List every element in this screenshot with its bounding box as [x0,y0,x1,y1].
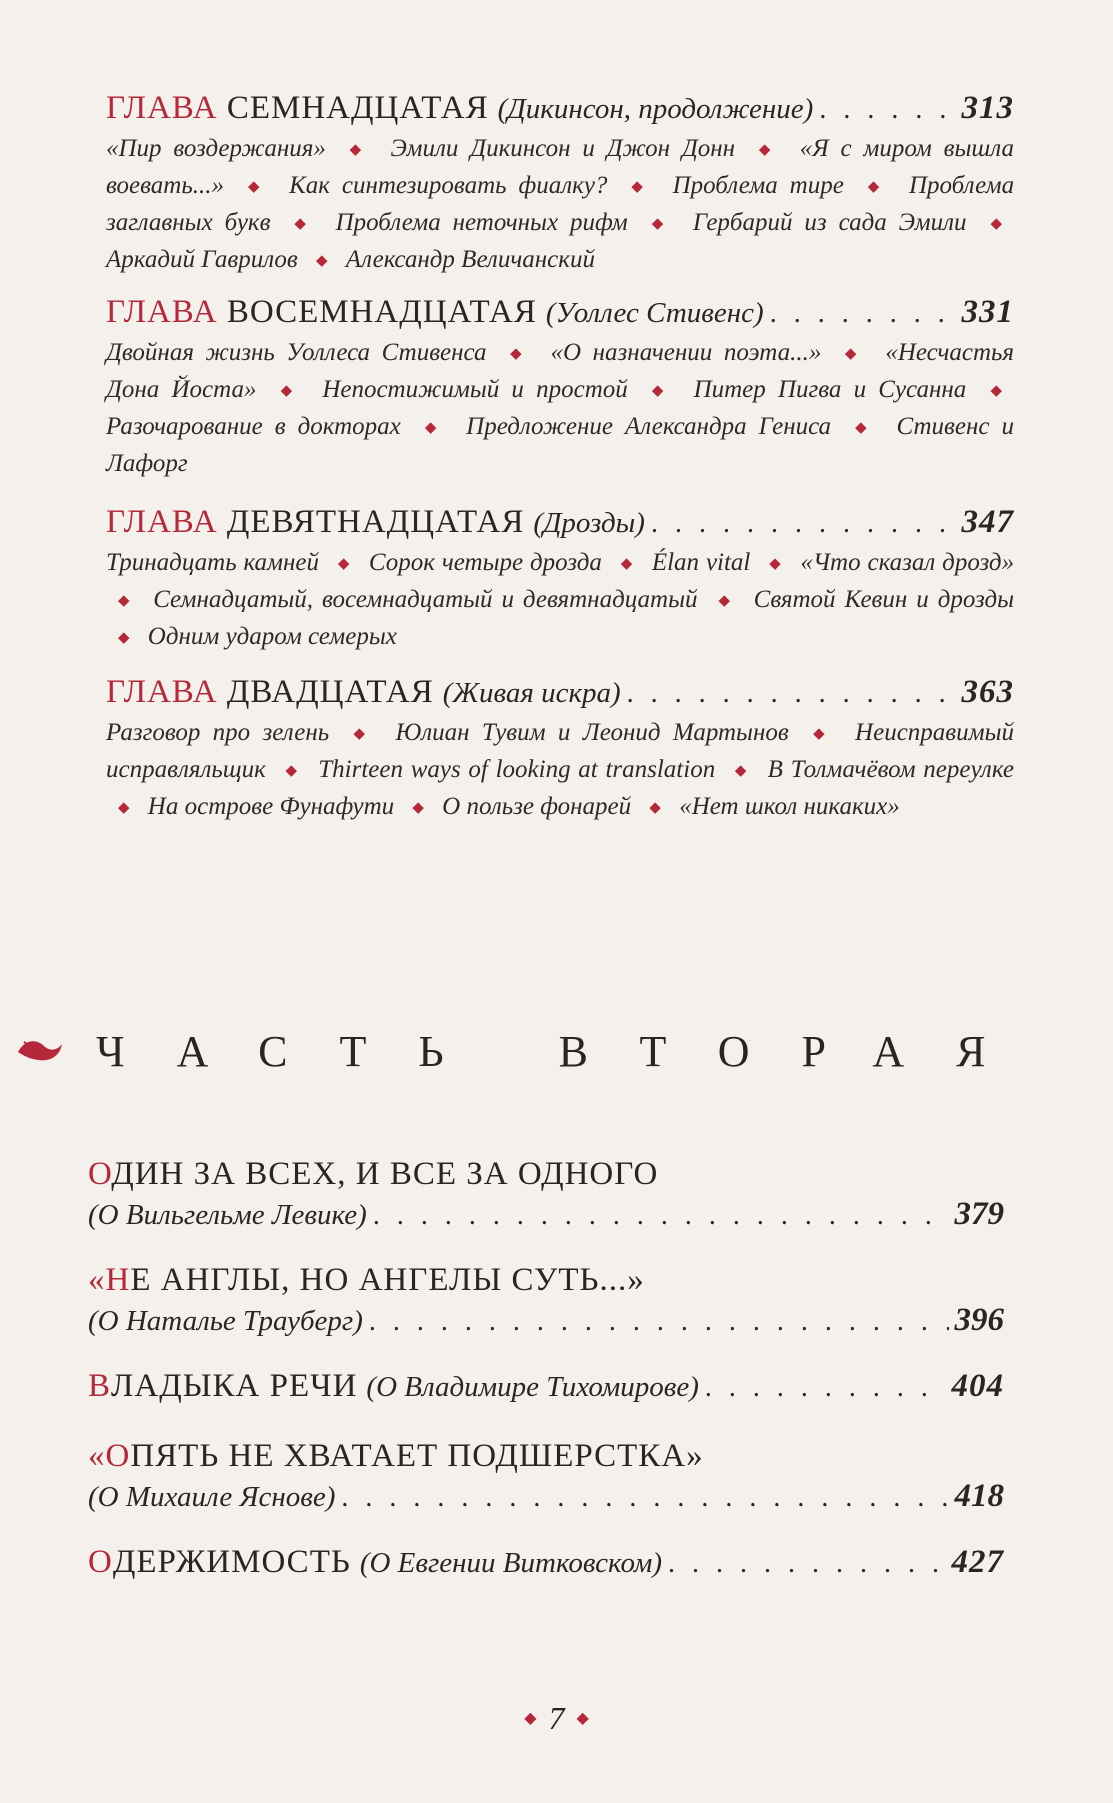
topic-item: Аркадий Гаврилов [106,246,298,273]
essay-title-initial: «О [88,1438,131,1474]
page-ref: 313 [961,90,1014,126]
diamond-bullet-icon: ◆ [855,420,873,436]
topic-list [106,132,1014,280]
chapter-17 [106,88,1014,280]
topic-item: Проблема заглавных букв [106,172,1015,236]
topic-item: «Я с миром вышла воевать...» [106,135,1014,199]
essay-entry [88,1542,1004,1584]
topic-item: Разговор про зелень [106,719,330,746]
essay-subtitle-row [88,1194,1004,1236]
diamond-bullet-icon: ◆ [285,763,299,779]
essay-subtitle: (О Наталье Трауберг) [88,1305,363,1337]
essay-subtitle: (О Владимире Тихомирове) [366,1371,699,1403]
essay-title-row [88,1366,1004,1408]
essay-entry [88,1436,1004,1518]
chapter-18 [106,292,1014,480]
diamond-bullet-icon: ◆ [620,556,633,572]
diamond-bullet-icon: ◆ [990,383,1003,399]
dot-leader [668,1544,945,1584]
chapter-heading [106,292,1014,334]
topic-item: «О назначении поэта...» [550,339,822,366]
topic-item: Одним ударом семерых [147,623,397,650]
diamond-bullet-icon: ◆ [118,630,130,646]
topic-item: Двойная жизнь Уоллеса Стивенса [106,339,487,366]
topic-item: О пользе фонарей [442,793,632,820]
essay-subtitle: (О Михаиле Яснове) [88,1481,336,1513]
page-ref: 363 [961,674,1014,710]
dot-leader [705,1368,946,1408]
topic-item: Как синтезировать фиалку? [289,172,608,199]
topic-item: Сорок четыре дрозда [368,549,602,576]
dot-leader [373,1196,949,1236]
topic-item: Разочарование в докторах [106,413,401,440]
topic-item: «Несчастья Дона Йоста» [106,339,1015,403]
topic-item: Стивенс и Лафорг [106,413,1015,477]
essay-entry [88,1154,1004,1236]
topic-item: Александр Величанский [345,246,595,273]
dot-leader [627,674,956,714]
essay-title-initial: О [88,1544,113,1580]
leaf-ornament-icon [14,1034,64,1066]
diamond-bullet-icon: ◆ [769,556,782,572]
diamond-bullet-icon: ◆ [412,800,424,816]
diamond-bullet-icon: ◆ [651,216,669,232]
diamond-bullet-icon: ◆ [758,142,776,158]
topic-item: Юлиан Тувим и Леонид Мартынов [395,719,789,746]
diamond-bullet-icon: ◆ [651,383,670,399]
chapter-word: ГЛАВА [106,90,218,126]
topic-item: Эмили Дикинсон и Джон Донн [390,135,736,162]
chapter-subtitle: (Дикинсон, продолжение) [497,93,814,125]
chapter-heading [106,502,1014,544]
dot-leader [651,504,956,544]
diamond-bullet-icon: ◆ [510,346,527,362]
page-footer [0,1700,1113,1737]
chapter-subtitle: (Уоллес Стивенс) [545,297,764,329]
diamond-bullet-icon: ◆ [337,556,351,572]
dot-leader [770,294,956,334]
diamond-bullet-icon: ◆ [424,420,443,436]
essay-subtitle: (О Евгении Витковском) [359,1547,663,1579]
essay-title-initial: О [88,1156,112,1192]
page-number: 7 [548,1700,565,1736]
diamond-bullet-icon: ◆ [349,142,367,158]
diamond-bullet-icon: ◆ [867,179,885,195]
diamond-bullet-icon: ◆ [576,1710,589,1727]
dot-leader [819,90,955,130]
essay-entry [88,1366,1004,1408]
chapter-subtitle: (Живая искра) [442,677,621,709]
topic-item: Тринадцать камней [106,549,319,576]
diamond-bullet-icon: ◆ [813,726,831,742]
page-ref: 379 [954,1196,1004,1232]
topic-list [106,716,1014,827]
essay-title-rest: ПЯТЬ НЕ ХВАТАЕТ ПОДШЕРСТКА» [130,1438,704,1474]
chapter-number: СЕМНАДЦАТАЯ [226,90,489,126]
diamond-bullet-icon: ◆ [280,383,299,399]
essay-title [88,1154,1004,1194]
diamond-bullet-icon: ◆ [118,593,133,609]
topic-list [106,336,1014,480]
topic-item: Неисправимый исправляльщик [106,719,1015,783]
essay-title-initial: «Н [88,1262,131,1298]
essay-subtitle: (О Вильгельме Левике) [88,1199,367,1231]
chapter-subtitle: (Дрозды) [533,507,645,539]
chapter-20 [106,672,1014,827]
essay-title [88,1260,1004,1300]
topic-item: Гербарий из сада Эмили [692,209,967,236]
topic-item: Thirteen ways of looking at translation [318,756,716,783]
part-heading [0,1020,1113,1080]
essay-entry [88,1260,1004,1342]
diamond-bullet-icon: ◆ [247,179,266,195]
topic-item: «Пир воздержания» [106,135,326,162]
essay-subtitle-row [88,1300,1004,1342]
dot-leader [369,1302,949,1342]
topic-list [106,546,1014,657]
topic-item: Проблема тире [672,172,844,199]
chapter-number: ДВАДЦАТАЯ [226,674,434,710]
chapter-heading [106,672,1014,714]
topic-item: В Толмачёвом переулке [767,756,1014,783]
diamond-bullet-icon: ◆ [524,1710,537,1727]
page-ref: 331 [961,294,1014,330]
topic-item: Élan vital [651,549,751,576]
essay-title-rest: ДЕРЖИМОСТЬ [112,1544,351,1580]
page-ref: 418 [954,1478,1004,1514]
essay-title-initial: В [88,1368,112,1404]
chapter-heading [106,88,1014,130]
essay-title-rest: Е АНГЛЫ, НО АНГЕЛЫ СУТЬ...» [130,1262,645,1298]
essay-title [88,1436,1004,1476]
essay-title-row [88,1542,1004,1584]
essay-subtitle-row [88,1476,1004,1518]
page-ref: 427 [951,1544,1004,1580]
topic-item: Питер Пигва и Сусанна [693,376,967,403]
topic-item: Святой Кевин и дрозды [753,586,1015,613]
diamond-bullet-icon: ◆ [844,346,862,362]
topic-item: Непостижимый и простой [322,376,628,403]
chapter-number: ВОСЕМНАДЦАТАЯ [226,294,537,330]
diamond-bullet-icon: ◆ [990,216,1003,232]
page-ref: 404 [951,1368,1004,1404]
page-ref: 347 [961,504,1014,540]
essay-title-rest: ЛАДЫКА РЕЧИ [111,1368,358,1404]
topic-item: «Что сказал дрозд» [800,549,1015,576]
diamond-bullet-icon: ◆ [118,800,130,816]
topic-item: На острове Фунафути [147,793,395,820]
diamond-bullet-icon: ◆ [294,216,312,232]
topic-item: Проблема неточных рифм [335,209,628,236]
page-ref: 396 [954,1302,1004,1338]
diamond-bullet-icon: ◆ [649,800,661,816]
diamond-bullet-icon: ◆ [316,253,328,269]
diamond-bullet-icon: ◆ [353,726,372,742]
chapter-number: ДЕВЯТНАДЦАТАЯ [226,504,525,540]
topic-item: Предложение Александра Гениса [466,413,832,440]
chapter-word: ГЛАВА [106,674,218,710]
chapter-word: ГЛАВА [106,504,218,540]
topic-item: Семнадцатый, восемнадцатый и девятнадцатый [153,586,698,613]
chapter-19 [106,502,1014,657]
topic-item: «Нет школ никаких» [679,793,900,820]
essay-title-rest: ДИН ЗА ВСЕХ, И ВСЕ ЗА ОДНОГО [111,1156,659,1192]
diamond-bullet-icon: ◆ [734,763,748,779]
chapter-word: ГЛАВА [106,294,218,330]
part-title: ЧАСТЬ ВТОРАЯ [96,1027,1038,1076]
diamond-bullet-icon: ◆ [631,179,649,195]
diamond-bullet-icon: ◆ [718,593,733,609]
dot-leader [341,1478,948,1518]
